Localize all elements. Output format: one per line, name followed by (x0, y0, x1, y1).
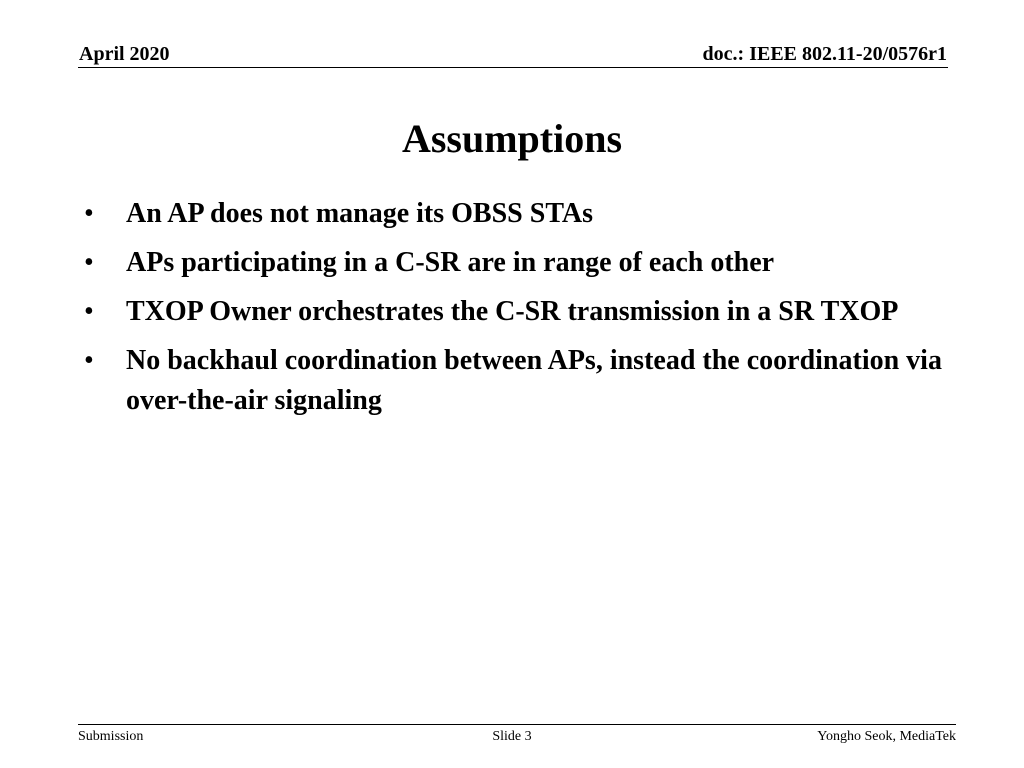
bullet-text: An AP does not manage its OBSS STAs (126, 198, 594, 229)
bullet-text: No backhaul coordination between APs, instead the coordination via over-the-air signaling (126, 345, 942, 416)
bullet-icon: • (84, 345, 94, 376)
bullet-icon: • (84, 198, 94, 229)
header-date: April 2020 (79, 43, 170, 65)
footer-submission: Submission (78, 729, 144, 744)
bullet-text: TXOP Owner orchestrates the C-SR transmission in a SR TXOP (126, 296, 899, 327)
bullet-list (84, 194, 944, 430)
bullet-icon: • (84, 247, 94, 278)
bullet-item-3 (84, 292, 944, 332)
header-doc-id: doc.: IEEE 802.11-20/0576r1 (702, 43, 947, 65)
footer-slide-number: Slide 3 (492, 729, 532, 744)
footer-divider (78, 724, 956, 725)
slide-title: Assumptions (401, 116, 623, 161)
bullet-item-4 (84, 341, 944, 421)
bullet-item-1 (84, 194, 944, 234)
header-divider (78, 67, 948, 68)
footer-author: Yongho Seok, MediaTek (817, 729, 956, 744)
bullet-icon: • (84, 296, 94, 327)
bullet-text: APs participating in a C-SR are in range of each other (126, 247, 775, 278)
bullet-item-2 (84, 243, 944, 283)
